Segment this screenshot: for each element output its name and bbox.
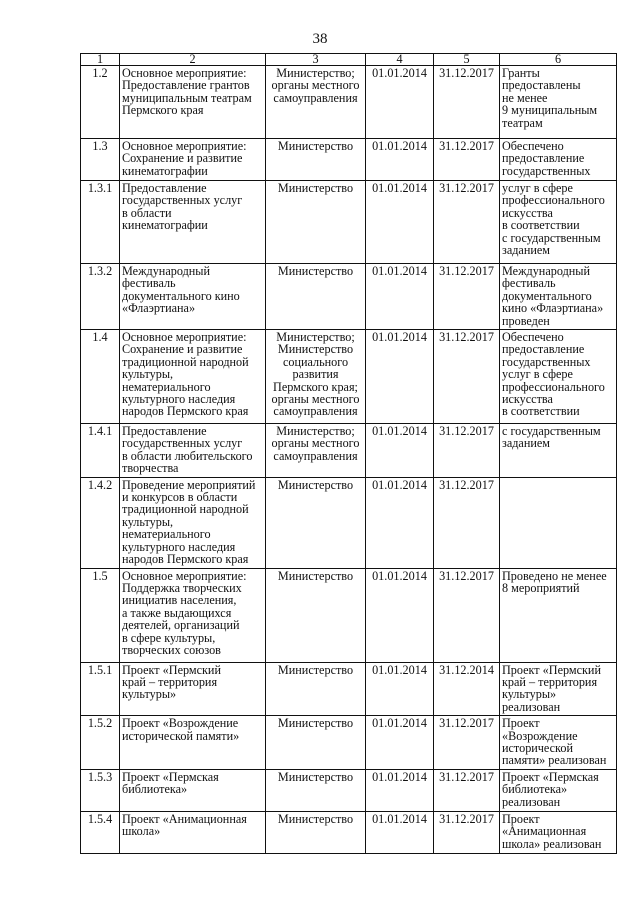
item-number-cell: 1.2 [81,66,120,139]
executor-cell-line: Министерство; [276,66,355,80]
activity-name-cell-line: Сохранение и развитие [122,342,243,357]
end-date-cell: 31.12.2017 [434,264,500,330]
activity-name-cell-line: Проект «Возрождение [122,716,239,731]
activity-name-cell-line: культурного наследия [122,539,236,554]
expected-result-cell-line: государственных [502,163,591,178]
expected-result-cell-line: исторической [502,740,573,755]
expected-result-cell [500,139,617,181]
end-date-cell: 31.12.2017 [434,330,500,424]
activity-name-cell-line: культурного наследия [122,392,236,407]
expected-result-cell-line: Проект [502,811,540,826]
expected-result-cell-line: 8 мероприятий [502,580,580,595]
executor-cell [266,264,366,330]
activity-name-cell-line: культуры» [122,687,177,702]
activity-name-cell [120,568,266,662]
expected-result-cell-line: культуры» [502,687,557,702]
expected-result-cell [500,477,617,568]
executor-cell-line: Министерство [277,264,354,278]
expected-result-cell-line: Обеспечено [502,139,564,153]
executor-cell-line: Министерство [277,181,354,195]
executor-cell [266,477,366,568]
table-row [81,424,617,478]
expected-result-cell-line: предоставление [502,151,585,166]
executor-cell [266,139,366,181]
column-number: 5 [434,54,500,66]
activity-name-cell-line: государственных услуг [122,193,243,208]
expected-result-cell-line: 9 муниципальным [502,103,598,118]
executor-cell [266,330,366,424]
start-date-cell: 01.01.2014 [366,662,434,716]
expected-result-cell-line: в соответствии [502,404,580,419]
activity-name-cell-line: народов Пермского края [122,404,249,419]
table-row [81,66,617,139]
expected-result-cell-line: услуг в сфере [502,367,573,382]
activity-name-cell-line: Основное мероприятие: [122,330,247,345]
expected-result-cell [500,769,617,811]
activity-name-cell [120,811,266,853]
activity-name-cell-line: деятелей, организаций [122,618,240,633]
expected-result-cell-line: государственных [502,354,591,369]
item-number-cell: 1.4 [81,330,120,424]
expected-result-cell-line: библиотека» [502,782,568,797]
activity-name-cell-line: край – территория [122,674,218,689]
column-number: 2 [120,54,266,66]
item-number-cell: 1.4.1 [81,424,120,478]
end-date-cell: 31.12.2017 [434,181,500,264]
activity-name-cell [120,662,266,716]
end-date-cell: 31.12.2017 [434,811,500,853]
executor-cell [266,662,366,716]
start-date-cell: 01.01.2014 [366,66,434,139]
activity-name-cell-line: кинематографии [122,218,208,233]
expected-result-cell [500,716,617,770]
table-row [81,264,617,330]
table-row [81,139,617,181]
expected-result-cell [500,66,617,139]
item-number-cell: 1.5.1 [81,662,120,716]
activity-name-cell-line: культуры, [122,367,174,382]
expected-result-cell [500,811,617,853]
executor-cell-line: Министерство [277,139,354,153]
start-date-cell: 01.01.2014 [366,424,434,478]
expected-result-cell-line: с государственным [502,424,601,439]
column-number-row [81,54,617,66]
activity-name-cell [120,330,266,424]
item-number-cell: 1.3 [81,139,120,181]
activity-name-cell-line: Международный [122,264,211,278]
end-date-cell: 31.12.2017 [434,769,500,811]
activity-name-cell-line: Основное мероприятие: [122,568,247,583]
activity-name-cell-line: Предоставление грантов [122,78,250,93]
executor-cell-line: органы местного [271,392,360,407]
activity-name-cell-line: творчества [122,461,179,476]
executor-cell-line: органы местного [271,78,360,93]
activity-name-cell-line: Предоставление [122,424,207,439]
column-number: 4 [366,54,434,66]
executor-cell-line: Министерство [277,477,354,492]
executor-cell-line: органы местного [271,436,360,451]
start-date-cell: 01.01.2014 [366,769,434,811]
executor-cell-line: Министерство [277,342,354,357]
activity-name-cell-line: а также выдающихся [122,605,232,620]
executor-cell-line: развития [292,367,339,382]
table-row [81,477,617,568]
expected-result-cell-line: Обеспечено [502,330,564,345]
executor-cell [266,716,366,770]
expected-result-cell-line: Проект «Пермский [502,662,601,677]
start-date-cell: 01.01.2014 [366,568,434,662]
expected-result-cell-line: реализован [502,699,561,714]
activity-name-cell-line: Проект «Пермская [122,769,219,784]
expected-result-cell-line: Проект «Пермская [502,769,599,784]
item-number-cell: 1.5 [81,568,120,662]
table-row [81,811,617,853]
table-row [81,330,617,424]
expected-result-cell-line: искусства [502,392,553,407]
expected-result-cell-line: «Возрождение [502,728,578,743]
executor-cell-line: Министерство [277,769,354,784]
activity-name-cell [120,139,266,181]
item-number-cell: 1.5.3 [81,769,120,811]
executor-cell [266,66,366,139]
end-date-cell: 31.12.2017 [434,66,500,139]
executor-cell [266,181,366,264]
expected-result-cell-line: профессионального [502,193,605,208]
start-date-cell: 01.01.2014 [366,477,434,568]
activity-name-cell [120,66,266,139]
activity-name-cell-line: творческих союзов [122,642,221,657]
expected-result-cell-line: «Анимационная [502,824,587,839]
activity-name-cell [120,477,266,568]
executor-cell-line: Министерство [277,716,354,731]
executor-cell-line: самоуправления [273,404,358,419]
activity-name-cell-line: в сфере культуры, [122,630,216,645]
start-date-cell: 01.01.2014 [366,811,434,853]
executor-cell-line: Министерство [277,811,354,826]
item-number-cell: 1.5.2 [81,716,120,770]
table-row [81,568,617,662]
expected-result-cell-line: заданием [502,243,551,258]
executor-cell-line: Министерство [277,568,354,583]
activity-name-cell-line: в области [122,205,172,220]
column-number: 6 [500,54,617,66]
expected-result-cell-line: не менее [502,90,548,105]
expected-result-cell-line: Международный [502,264,591,278]
executor-cell-line: самоуправления [273,448,358,463]
table-row [81,181,617,264]
expected-result-cell-line: театрам [502,115,543,130]
activity-name-cell-line: Поддержка творческих [122,580,242,595]
executor-cell-line: Министерство [277,662,354,677]
expected-result-cell-line: фестиваль [502,276,556,291]
activity-name-cell-line: исторической памяти» [122,728,240,743]
expected-result-cell-line: заданием [502,436,551,451]
expected-result-cell [500,662,617,716]
expected-result-cell-line: с государственным [502,230,601,245]
activity-name-cell-line: традиционной народной [122,502,249,517]
executor-cell-line: Министерство; [276,424,355,439]
activity-name-cell [120,264,266,330]
start-date-cell: 01.01.2014 [366,181,434,264]
expected-result-cell-line: Гранты [502,66,540,80]
activity-name-cell-line: нематериального [122,379,211,394]
expected-result-cell-line: школа» реализован [502,836,602,851]
end-date-cell: 31.12.2017 [434,477,500,568]
executor-cell [266,769,366,811]
expected-result-cell [500,181,617,264]
table-row [81,662,617,716]
page-number: 38 [312,31,328,47]
activity-name-cell-line: Проведение мероприятий [122,477,256,492]
activity-name-cell-line: Проект «Пермский [122,662,221,677]
item-number-cell: 1.5.4 [81,811,120,853]
activity-name-cell-line: Основное мероприятие: [122,139,247,153]
end-date-cell: 31.12.2017 [434,424,500,478]
activity-name-cell-line: Сохранение и развитие [122,151,243,166]
start-date-cell: 01.01.2014 [366,264,434,330]
expected-result-cell [500,424,617,478]
activity-name-cell-line: государственных услуг [122,436,243,451]
executor-cell-line: социального [282,354,349,369]
expected-result-cell-line: в соответствии [502,218,580,233]
activity-name-cell-line: документального кино [122,288,240,303]
activity-name-cell [120,769,266,811]
executor-cell-line: Пермского края; [273,379,358,394]
expected-result-cell [500,330,617,424]
table-row [81,769,617,811]
activity-name-cell-line: традиционной народной [122,354,249,369]
column-number: 3 [266,54,366,66]
activity-name-cell-line: народов Пермского края [122,552,249,567]
activity-name-cell-line: муниципальным театрам [122,90,252,105]
activity-name-cell-line: инициатив населения, [122,593,237,608]
activity-name-cell-line: и конкурсов в области [122,490,238,505]
activity-name-cell-line: библиотека» [122,782,188,797]
start-date-cell: 01.01.2014 [366,330,434,424]
expected-result-cell-line: кино «Флаэртиана» [502,301,604,316]
activity-name-cell [120,424,266,478]
item-number-cell: 1.4.2 [81,477,120,568]
executor-cell-line: Министерство; [276,330,355,345]
expected-result-cell-line: реализован [502,794,561,809]
activity-name-cell [120,181,266,264]
executor-cell [266,811,366,853]
program-table [80,53,617,854]
activity-name-cell-line: «Флаэртиана» [122,301,196,316]
end-date-cell: 31.12.2017 [434,716,500,770]
expected-result-cell-line: услуг в сфере [502,181,573,195]
activity-name-cell [120,716,266,770]
expected-result-cell-line: памяти» реализован [502,753,607,768]
activity-name-cell-line: нематериального [122,527,211,542]
expected-result-cell-line: Проект [502,716,540,731]
end-date-cell: 31.12.2017 [434,568,500,662]
end-date-cell: 31.12.2017 [434,139,500,181]
activity-name-cell-line: фестиваль [122,276,176,291]
activity-name-cell-line: кинематографии [122,163,208,178]
item-number-cell: 1.3.2 [81,264,120,330]
expected-result-cell-line: предоставление [502,342,585,357]
table-row [81,716,617,770]
expected-result-cell-line: Проведено не менее [502,568,607,583]
start-date-cell: 01.01.2014 [366,139,434,181]
activity-name-cell-line: Предоставление [122,181,207,195]
activity-name-cell-line: Пермского края [122,103,204,118]
activity-name-cell-line: культуры, [122,514,174,529]
activity-name-cell-line: Основное мероприятие: [122,66,247,80]
expected-result-cell-line: предоставлены [502,78,581,93]
activity-name-cell-line: в области любительского [122,448,253,463]
expected-result-cell-line: проведен [502,313,550,328]
expected-result-cell [500,568,617,662]
column-number: 1 [81,54,120,66]
activity-name-cell-line: Проект «Анимационная [122,811,247,826]
expected-result-cell-line: документального [502,288,592,303]
expected-result-cell-line: край – территория [502,674,598,689]
item-number-cell: 1.3.1 [81,181,120,264]
expected-result-cell-line: искусства [502,205,553,220]
expected-result-cell [500,264,617,330]
executor-cell-line: самоуправления [273,90,358,105]
expected-result-cell-line: профессионального [502,379,605,394]
activity-name-cell-line: школа» [122,824,161,839]
end-date-cell: 31.12.2014 [434,662,500,716]
executor-cell [266,568,366,662]
executor-cell [266,424,366,478]
start-date-cell: 01.01.2014 [366,716,434,770]
